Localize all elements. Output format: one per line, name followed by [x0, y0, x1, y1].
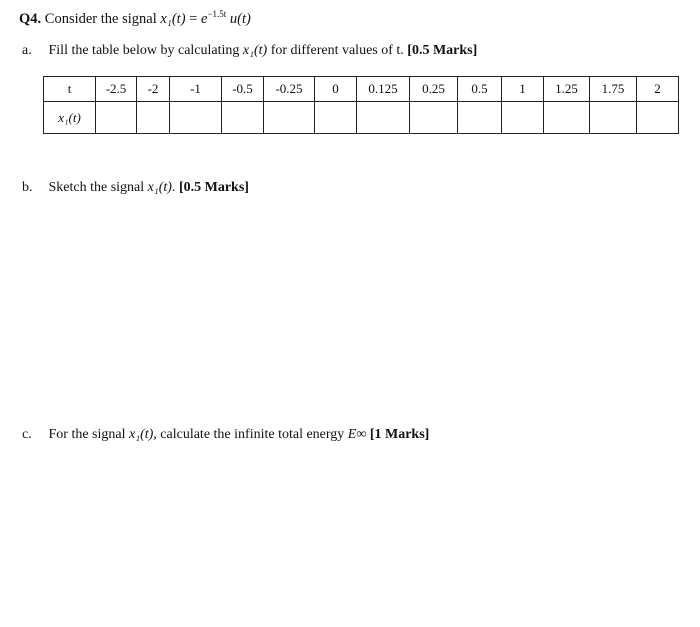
t-value-cell: 0.125	[357, 77, 410, 102]
part-b-text: Sketch the signal	[48, 180, 145, 195]
t-value-cell: -1	[170, 77, 222, 102]
exp-power: −1.5t	[207, 9, 227, 19]
t-value-cell: 0.5	[458, 77, 502, 102]
part-c-marks: [1 Marks]	[369, 427, 430, 442]
x1-answer-cell[interactable]	[544, 102, 590, 134]
part-b-signal: x₁(t).	[147, 180, 176, 195]
t-value-cell: -0.5	[222, 77, 264, 102]
x1-answer-cell[interactable]	[137, 102, 170, 134]
part-a-marks: [0.5 Marks]	[407, 43, 478, 58]
part-c-signal: x₁(t),	[129, 427, 157, 442]
question-heading	[19, 9, 251, 28]
x1-answer-cell[interactable]	[357, 102, 410, 134]
part-c	[22, 427, 429, 443]
x1-answer-cell[interactable]	[315, 102, 357, 134]
part-a-text-after: for different values of t.	[270, 43, 404, 58]
x1-answer-cell[interactable]	[170, 102, 222, 134]
x1-row	[44, 102, 679, 134]
question-text: Consider the signal	[44, 11, 157, 27]
t-value-cell: 1.25	[544, 77, 590, 102]
t-value-cell: 0	[315, 77, 357, 102]
exp-base: e	[200, 11, 208, 27]
x1-answer-cell[interactable]	[222, 102, 264, 134]
part-b-letter: b.	[22, 180, 33, 195]
part-c-text-before: For the signal	[48, 427, 126, 442]
equals-sign: =	[189, 11, 198, 27]
x1-answer-cell[interactable]	[410, 102, 458, 134]
x1-answer-cell[interactable]	[264, 102, 315, 134]
t-value-cell: -0.25	[264, 77, 315, 102]
part-a-signal: x₁(t)	[242, 43, 268, 58]
x1-answer-cell[interactable]	[590, 102, 637, 134]
t-value-cell: 2	[637, 77, 679, 102]
unit-step: u(t)	[229, 11, 251, 27]
part-c-letter: c.	[22, 427, 32, 442]
x1-header-cell: x₁(t)	[44, 102, 96, 134]
part-c-text-after: calculate the infinite total energy	[160, 427, 345, 442]
question-number: Q4.	[19, 11, 42, 27]
t-value-cell: 1	[502, 77, 544, 102]
x1-answer-cell[interactable]	[637, 102, 679, 134]
part-a-text-before: Fill the table below by calculating	[48, 43, 240, 58]
values-table	[43, 76, 679, 134]
energy-symbol: E∞	[347, 427, 367, 442]
t-header-cell: t	[44, 77, 96, 102]
x1-answer-cell[interactable]	[96, 102, 137, 134]
t-row	[44, 77, 679, 102]
part-b-marks: [0.5 Marks]	[178, 180, 249, 195]
x1-answer-cell[interactable]	[458, 102, 502, 134]
part-a	[22, 43, 477, 59]
part-b	[22, 180, 249, 196]
signal-lhs: x₁(t)	[160, 11, 186, 27]
t-value-cell: -2	[137, 77, 170, 102]
t-value-cell: -2.5	[96, 77, 137, 102]
t-value-cell: 0.25	[410, 77, 458, 102]
t-value-cell: 1.75	[590, 77, 637, 102]
part-a-letter: a.	[22, 43, 32, 58]
x1-answer-cell[interactable]	[502, 102, 544, 134]
